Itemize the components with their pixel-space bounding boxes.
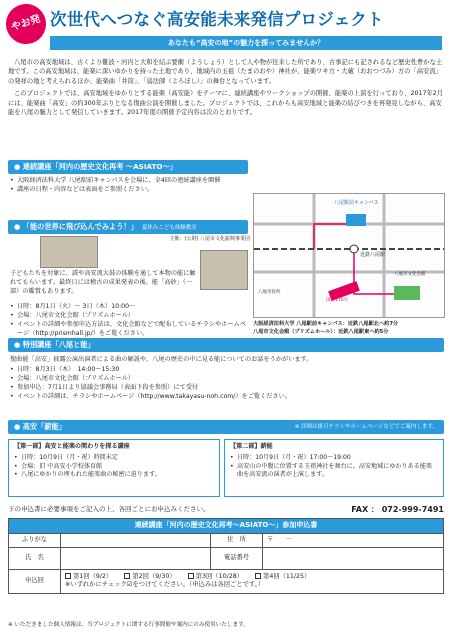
apply-note: ※いずれかにチェック☑をつけてください。（申込みは各回ごとです。） <box>65 581 265 588</box>
takigi-part1: 【第一部】高安と能楽の関わりを探る講座 • 日時：10月9日（月・祝）時間未定 • 会場：旧 中高安小学校体育館 • 八尾にゆかりの埋もれた能楽曲の秘密に迫ります。 <box>8 439 220 497</box>
name-field[interactable] <box>61 547 211 569</box>
form-title: 連続講座「河内の歴史文化再考～ASIATO～」参加申込書 <box>9 519 444 534</box>
privacy-note: ※ いただきました個人情報は、当プロジェクトに関する行事開催や案内にのみ使用いたします。 <box>8 622 249 628</box>
yao-hatsu-badge: やお発 <box>1 0 51 49</box>
fax-number: FAX ： 072-999-7491 <box>351 505 444 514</box>
list-item: • 会場：八尾市文化会館（プリズムホール） <box>10 312 248 321</box>
header <box>0 0 450 56</box>
list-item: • 講座の日程・内容などは表面をご参照ください。 <box>10 186 248 195</box>
map-label-campus: 八尾駅前キャンパス <box>334 200 379 206</box>
list-item: • 会場：八尾市文化会館（プリズムホール） <box>10 375 442 384</box>
list-item: • 日時：8月3日（木） 14:00～15:30 <box>10 366 442 375</box>
intro-paragraph-1: 八尾市の高安地域は、古くより難波・河内と大和を結ぶ要衝（ようしょう）として人や物が往来した所であり、古事記にも記されるなど歴史性豊かな土地です。この高安地域は、能楽に深いゆかりを持った土地であり、地域内の玉祖（たまのおや）神社が、能楽ワキ方・大蔵（おおつづみ）方の「高安流」の発祥の地と考えられるほか、能楽曲「井筒」、「弱法師（よろぼし）」の舞台となっています。 <box>8 59 443 85</box>
intro-paragraph-2: このプロジェクトでは、高安地域をゆかりとする能楽（高安能）をテーマに、連続講座やワークショップの開催、能楽の上演を行っており、2017年2月には、能楽曲「高安」の約300年ぶりとなる復曲公演を開催しました。プロジェクトでは、これからも高安地域と能楽の結びつきを再発見しながら、高安能を八尾の魅力として発信していきます。2017年度の開催予定内容は次のとおりです。 <box>8 90 444 117</box>
section-special-heading: ● 特別講座「八尾と能」 <box>8 338 444 352</box>
takigi-part2: 【第二部】薪能 • 日時：10月9日（月・祝）17:00～19:00 • 高安山の中腹に位置する玉祖神社を舞台に、高安地域にゆかりある能楽曲を高安流の演者が上演します。 <box>224 439 444 497</box>
kids-photo-2 <box>200 250 248 290</box>
kids-photo <box>40 236 98 268</box>
form-lead: 下の申込書に必要事項をご記入の上、各回ごとにお申込みください。 <box>8 505 210 513</box>
list-item: • イベントの詳細や参加申込方法は、文化会館などで配布しているチラシやホームページ（http://prismhall.jp/）をご覧ください。 <box>10 321 248 339</box>
address-label: 住 所 <box>211 534 263 548</box>
bullet-icon: ● <box>14 340 21 349</box>
section-lecture-heading: ● 連続講座「河内の歴史文化再考 ～ASIATO～」 <box>8 160 248 174</box>
section-kids-heading: ● 「能の世界に飛び込んでみよう！」 夏休みこども体験教室 <box>8 220 248 234</box>
list-item: • 日時：8月1日（火）～ 3日（木）10:00～ <box>10 303 248 312</box>
intro-text <box>8 58 444 121</box>
list-item: • 八尾にゆかりの埋もれた能楽曲の秘密に迫ります。 <box>14 471 214 480</box>
option-4-checkbox[interactable]: 第4回（11/25） <box>255 573 310 582</box>
furigana-label: ふりがな <box>9 534 61 548</box>
bullet-icon: ● <box>14 222 21 231</box>
name-label: 氏 名 <box>9 547 61 569</box>
list-item: • 日時：10月9日（月・祝）時間未定 <box>14 454 214 463</box>
apply-label: 申込回 <box>9 569 61 593</box>
section-takigi-heading: ● 高安「薪能」 ※ 詳細は後日チラシやホームページなどでご案内します。 <box>8 420 444 434</box>
phone-label: 電話番号 <box>211 547 263 569</box>
map-label-station: 近鉄八尾駅 <box>360 252 386 258</box>
section-special-body <box>10 366 442 402</box>
map-label-cityhall: 八尾市役所 <box>258 290 281 295</box>
application-form <box>8 518 444 594</box>
special-lead: 復曲能「高安」披露公演出演者による曲の解説や、八尾の歴史の中に見る能についてのお話をうかがいます。 <box>10 356 313 363</box>
page-subtitle: あなたも“高安の地”の魅力を探ってみませんか？ <box>50 36 442 50</box>
apply-options <box>61 569 444 593</box>
access-map <box>253 193 445 318</box>
bullet-icon: ● <box>14 422 21 431</box>
list-item: • イベントの詳細は、チラシやホームページ（http://www.takayasu-noh.com/）をご覧ください。 <box>10 393 442 402</box>
section-lecture-body <box>10 177 248 195</box>
list-item: • 高安山の中腹に位置する玉祖神社を舞台に、高安地域にゆかりある能楽曲を高安流の演者が上演します。 <box>230 463 438 481</box>
map-caption: 大阪経済法科大学 八尾駅前キャンパス：近鉄八尾駅北へ約7分 八尾市文化会館（プリズムホール）：近鉄八尾駅東へ約5分 <box>253 321 399 335</box>
map-label-hall: 八尾市文化会館 <box>394 272 426 277</box>
page-title: 次世代へつなぐ高安能未来発信プロジェクト <box>50 10 384 29</box>
list-item: • 参加申込：7月1日より協議会事務局（表面下段を参照）にて受付 <box>10 384 442 393</box>
address-field[interactable]: 〒 － <box>263 534 444 548</box>
furigana-field[interactable] <box>61 534 211 548</box>
bullet-icon: ● <box>14 162 21 171</box>
list-item: • 大阪経済法科大学 八尾駅前キャンパスを会場に、全4回の連続講座を開催 <box>10 177 248 186</box>
list-item: • 日時：10月9日（月・祝）17:00～19:00 <box>230 454 438 463</box>
phone-field[interactable] <box>263 547 444 569</box>
section-kids-body <box>10 303 248 339</box>
kids-sponsor: 主催：(公財) 八尾市文化振興事業団 <box>169 236 250 242</box>
option-2-checkbox[interactable]: 第2回（9/30） <box>124 573 175 582</box>
map-label-prism: プリズムホール <box>395 302 427 307</box>
map-label-route: 国道170号 <box>326 298 349 303</box>
option-1-checkbox[interactable]: 第1回（9/2） <box>65 573 112 582</box>
kids-lead: 子どもたちを対象に、謡や高安流大鼓の体験を通して本物の能に触れてもらいます。最終日には稽古の成果発表の後、能「高砂」（一部）の鑑賞もあります。 <box>10 270 196 295</box>
map-drawing <box>254 194 444 317</box>
list-item: • 会場：旧 中高安小学校体育館 <box>14 463 214 472</box>
takigi-note: ※ 詳細は後日チラシやホームページなどでご案内します。 <box>294 424 438 430</box>
option-3-checkbox[interactable]: 第3回（10/28） <box>188 573 243 582</box>
